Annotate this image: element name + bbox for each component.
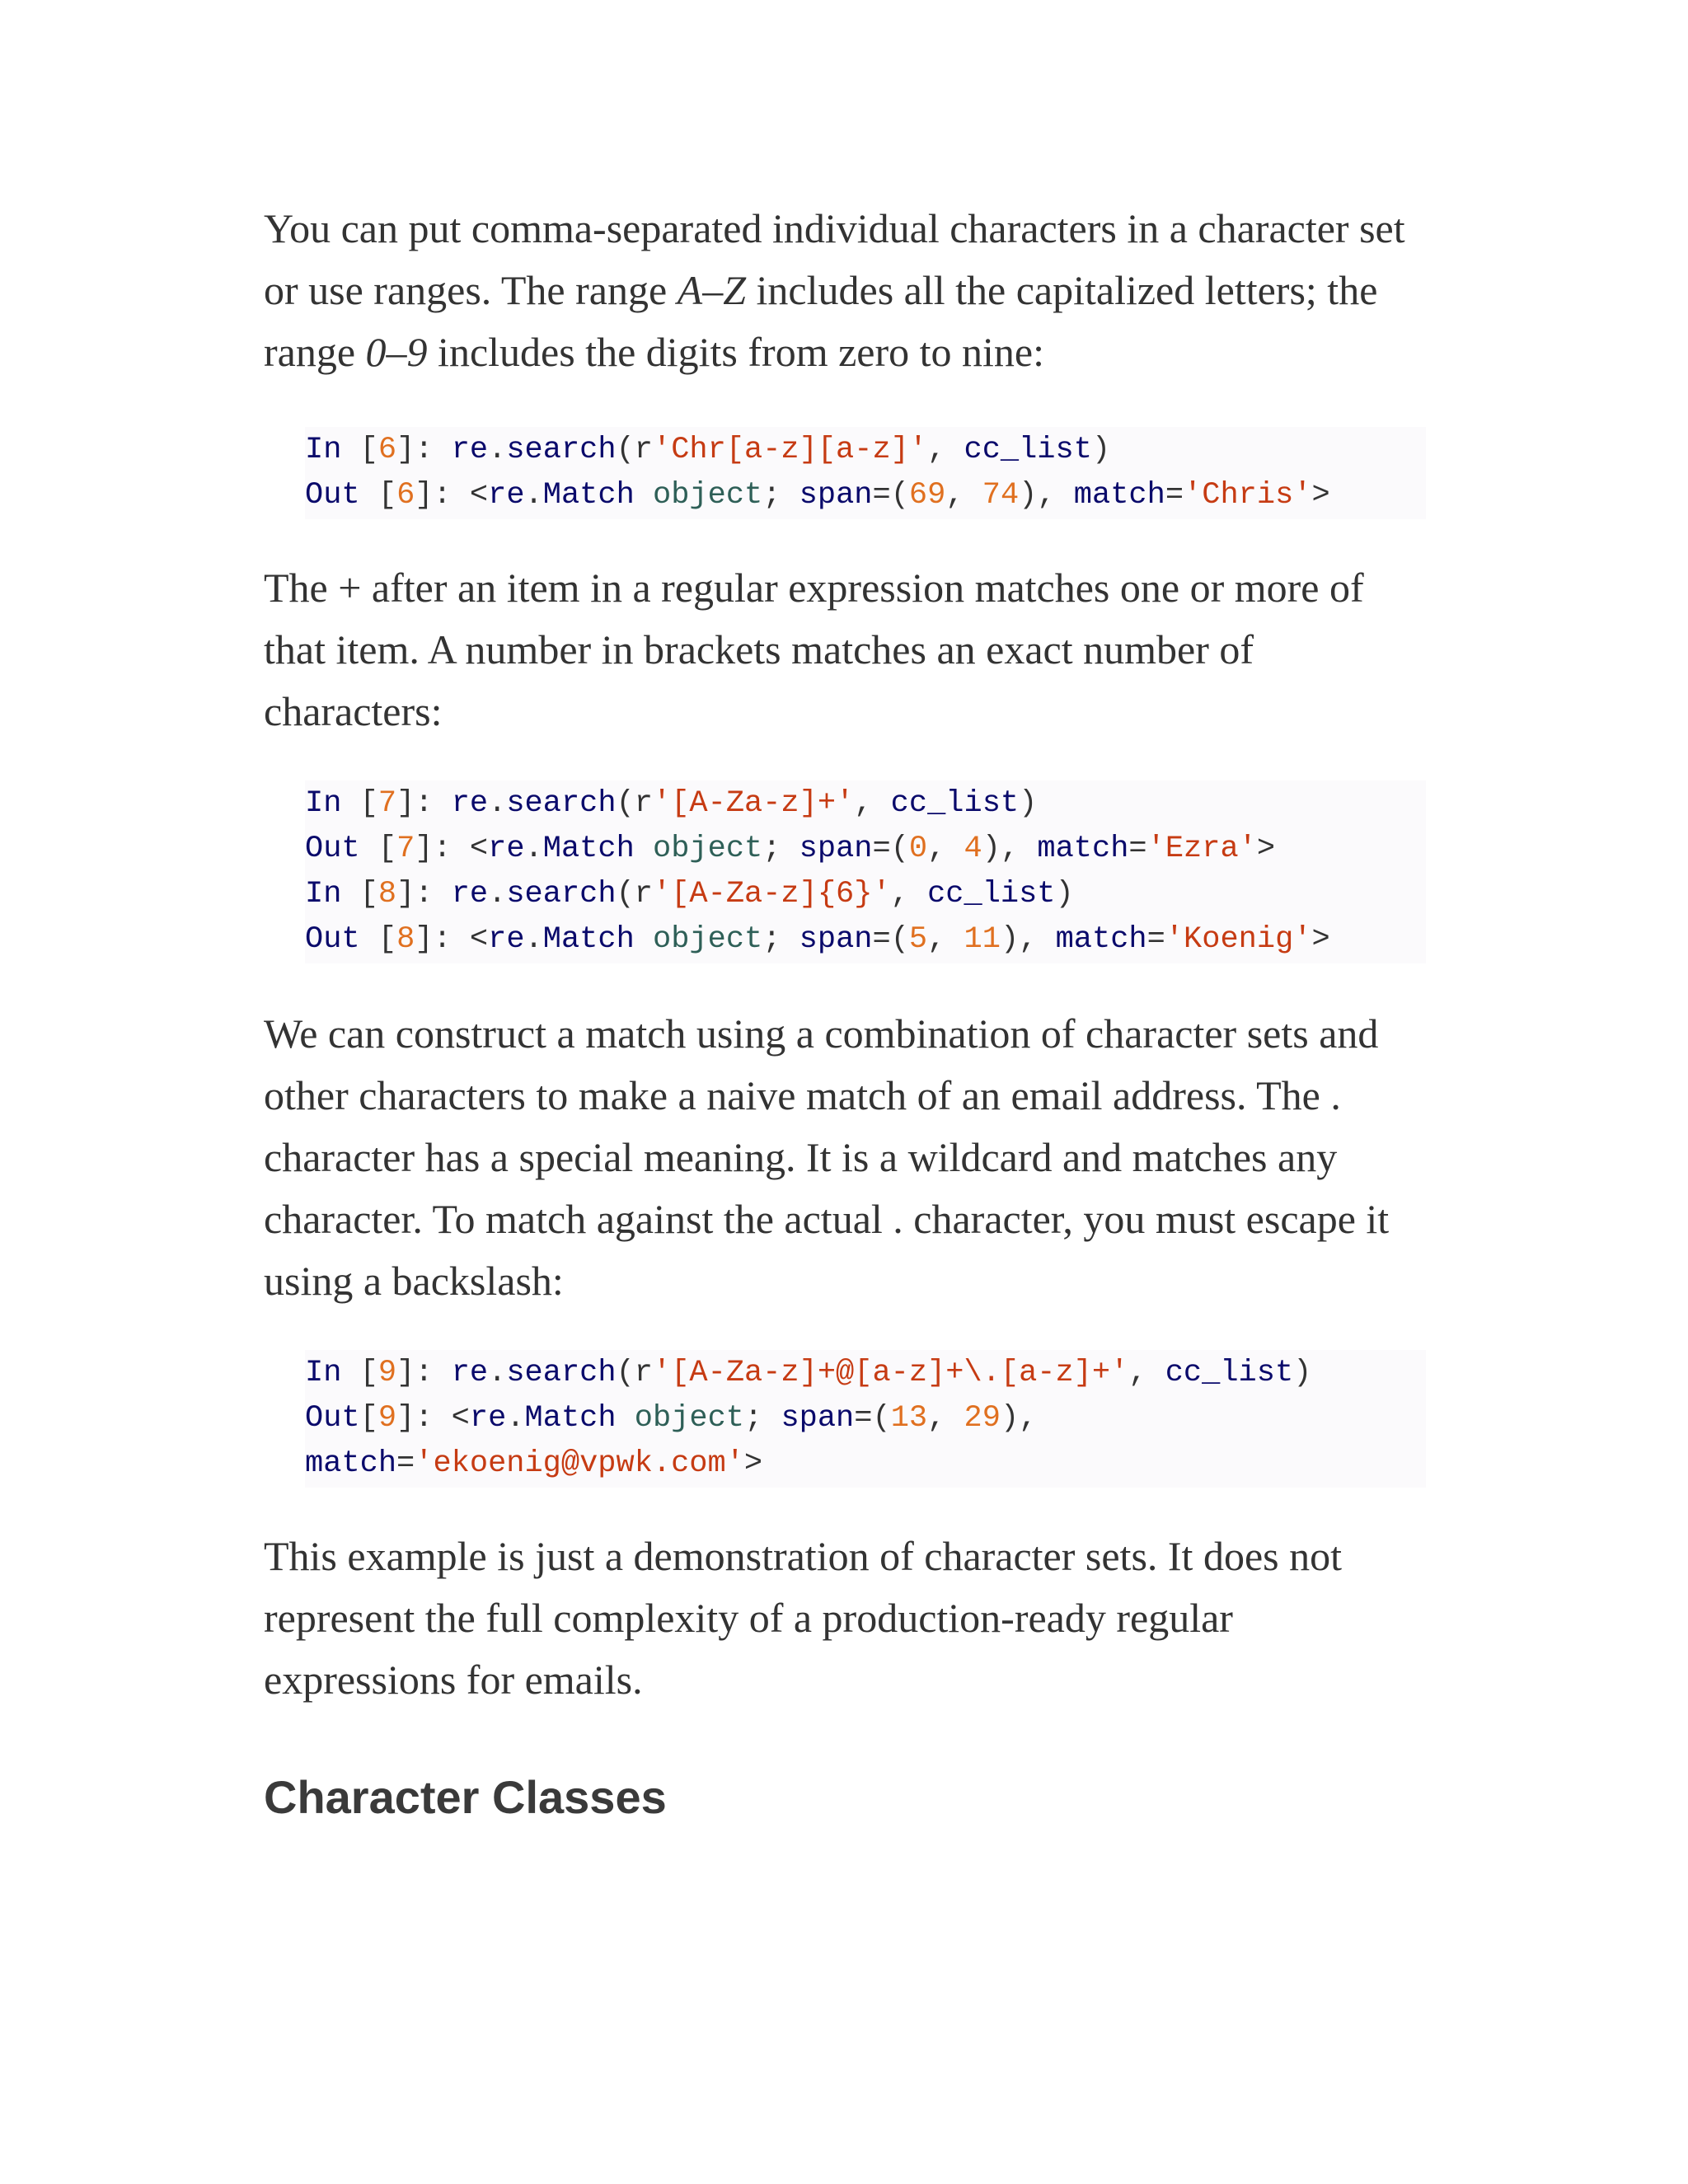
match-value: 'Koenig' — [1165, 922, 1312, 957]
match-value: 'Ezra' — [1146, 832, 1257, 866]
out-number: 9 — [377, 1401, 397, 1436]
section-heading: Character Classes — [264, 1771, 667, 1823]
out-number: 8 — [396, 922, 415, 957]
regex-pattern: '[A-Za-z]+' — [653, 786, 855, 821]
document-page — [264, 198, 1426, 1826]
code-block-3 — [305, 1350, 1426, 1488]
in-label: In — [305, 433, 342, 467]
code-line-in-7: In [7]: re.search(r'[A-Za-z]+', cc_list) — [305, 786, 1038, 821]
code-line-out-9-cont: match='ekoenig@vpwk.com'> — [305, 1446, 763, 1481]
span-start: 69 — [908, 478, 946, 513]
regex-pattern: 'Chr[a-z][a-z]' — [653, 433, 928, 467]
out-label: Out — [305, 478, 360, 513]
span-end: 11 — [964, 922, 1001, 957]
regex-pattern: '[A-Za-z]{6}' — [653, 877, 891, 912]
in-number: 9 — [377, 1356, 397, 1390]
span-end: 74 — [982, 478, 1020, 513]
span-end: 29 — [964, 1401, 1001, 1436]
code-block-1 — [305, 427, 1426, 519]
paragraph-text: You can put comma-separated individual characters in a character set or use ranges. The range — [264, 205, 1405, 313]
match-value: 'ekoenig@vpwk.com' — [415, 1446, 744, 1481]
paragraph-text: includes the digits from zero to nine: — [427, 329, 1044, 375]
code-line-out-9: Out[9]: <re.Match object; span=(13, 29), — [305, 1401, 1038, 1436]
paragraph-plus-quantifier: The + after an item in a regular expression matches one or more of that item. A number in brackets matches an exact number of characters: — [264, 565, 1364, 734]
span-start: 5 — [908, 922, 928, 957]
code-line-out-6: Out [6]: <re.Match object; span=(69, 74), match='Chris'> — [305, 478, 1330, 513]
paragraph-email-match: We can construct a match using a combination of character sets and other characters to make a naive match of an email address. The . character has a special meaning. It is a wildcard and matches any character. To match against the actual . character, you must escape it using a backslash: — [264, 1010, 1390, 1304]
range-a-z: A–Z — [677, 267, 747, 313]
code-line-in-6: In [6]: re.search(r'Chr[a-z][a-z]', cc_list) — [305, 433, 1111, 467]
regex-pattern: '[A-Za-z]+@[a-z]+\.[a-z]+' — [653, 1356, 1129, 1390]
out-number: 6 — [396, 478, 415, 513]
paragraph-demonstration-note: This example is just a demonstration of character sets. It does not represent the full complexity of a production-ready regular expressions for emails. — [264, 1533, 1342, 1703]
in-number: 7 — [377, 786, 397, 821]
in-number: 6 — [377, 433, 397, 467]
in-number: 8 — [377, 877, 397, 912]
out-number: 7 — [396, 832, 415, 866]
match-value: 'Chris' — [1184, 478, 1312, 513]
code-line-in-9: In [9]: re.search(r'[A-Za-z]+@[a-z]+\.[a-z]+', cc_list) — [305, 1356, 1312, 1390]
span-end: 4 — [964, 832, 982, 866]
span-start: 0 — [908, 832, 928, 866]
range-0-9: 0–9 — [365, 329, 428, 375]
code-line-out-7: Out [7]: <re.Match object; span=(0, 4), match='Ezra'> — [305, 832, 1276, 866]
code-block-2 — [305, 780, 1426, 963]
code-line-in-8: In [8]: re.search(r'[A-Za-z]{6}', cc_list) — [305, 877, 1074, 912]
paragraph-character-set-ranges — [264, 198, 1426, 383]
span-start: 13 — [890, 1401, 928, 1436]
paragraph-text: includes all the capitalized letters; the range — [264, 267, 1378, 375]
code-line-out-8: Out [8]: <re.Match object; span=(5, 11), match='Koenig'> — [305, 922, 1330, 957]
